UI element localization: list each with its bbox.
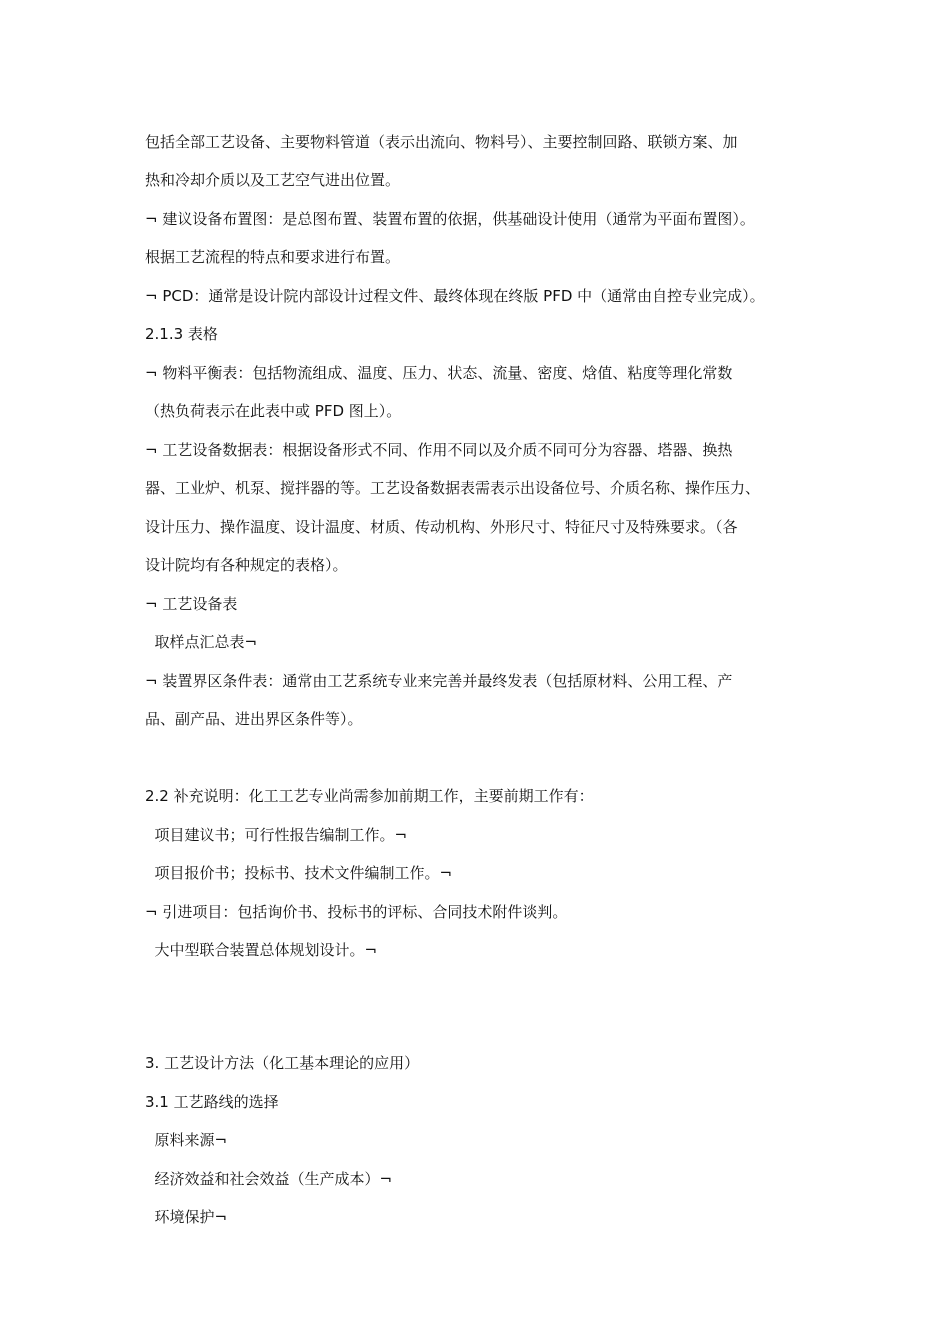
text-line: 取样点汇总表¬ — [145, 633, 258, 651]
text-line: 包括全部工艺设备、主要物料管道（表示出流向、物料号）、主要控制回路、联锁方案、加 — [145, 133, 738, 151]
text-line: 根据工艺流程的特点和要求进行布置。 — [145, 248, 401, 266]
section-heading: 2.2 补充说明：化工工艺专业尚需参加前期工作，主要前期工作有： — [145, 787, 594, 805]
text-line: ¬ 工艺设备表 — [145, 595, 238, 613]
text-line: ¬ 工艺设备数据表：根据设备形式不同、作用不同以及介质不同可分为容器、塔器、换热 — [145, 441, 733, 459]
text-line: ¬ 物料平衡表：包括物流组成、温度、压力、状态、流量、密度、焓值、粘度等理化常数 — [145, 364, 733, 382]
text-line: 原料来源¬ — [145, 1131, 228, 1149]
section-heading: 3.1 工艺路线的选择 — [145, 1093, 279, 1111]
text-line: 设计院均有各种规定的表格）。 — [145, 556, 348, 574]
text-line: ¬ 引进项目：包括询价书、投标书的评标、合同技术附件谈判。 — [145, 903, 568, 921]
text-line: 项目建议书；可行性报告编制工作。¬ — [145, 826, 408, 844]
text-line: 经济效益和社会效益（生产成本）¬ — [145, 1170, 393, 1188]
text-line: 大中型联合装置总体规划设计。¬ — [145, 941, 378, 959]
text-line: 环境保护¬ — [145, 1208, 228, 1226]
text-line: （热负荷表示在此表中或 PFD 图上）。 — [145, 402, 402, 420]
text-line: 设计压力、操作温度、设计温度、材质、传动机构、外形尺寸、特征尺寸及特殊要求。（各 — [145, 518, 738, 536]
text-line: ¬ PCD：通常是设计院内部设计过程文件、最终体现在终版 PFD 中（通常由自控专业完成）。 — [145, 287, 765, 305]
text-line: 品、副产品、进出界区条件等）。 — [145, 710, 363, 728]
text-line: 器、工业炉、机泵、搅拌器的等。工艺设备数据表需表示出设备位号、介质名称、操作压力、 — [145, 479, 761, 497]
section-heading: 2.1.3 表格 — [145, 325, 218, 343]
section-heading: 3. 工艺设计方法（化工基本理论的应用） — [145, 1054, 420, 1072]
text-line: ¬ 装置界区条件表：通常由工艺系统专业来完善并最终发表（包括原材料、公用工程、产 — [145, 672, 733, 690]
text-line: 热和冷却介质以及工艺空气进出位置。 — [145, 171, 401, 189]
text-line: ¬ 建议设备布置图：是总图布置、装置布置的依据，供基础设计使用（通常为平面布置图）。 — [145, 210, 755, 228]
text-line: 项目报价书；投标书、技术文件编制工作。¬ — [145, 864, 453, 882]
